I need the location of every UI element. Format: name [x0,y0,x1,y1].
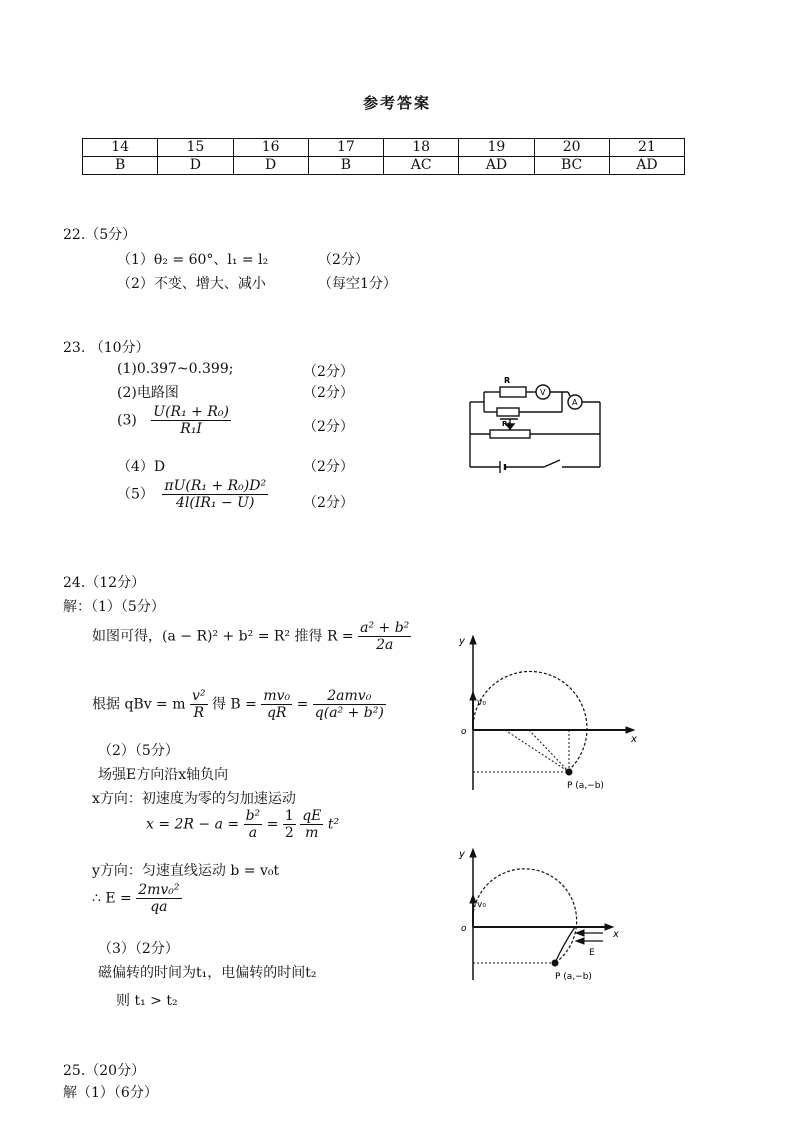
q25-header: 25.（20分） [63,1063,146,1079]
point-p-label: P (a,−b) [555,972,592,982]
answer-cell: D [233,157,308,175]
initial-velocity-label: v₀ [477,900,486,910]
fraction-denominator: R₁I [180,421,202,437]
question-number-cell: 18 [384,139,459,157]
magnetic-deflection-figure [455,630,645,805]
q24-eq4 [92,882,182,915]
fraction-numerator: 2mv₀² [138,882,180,898]
eq3-text: x = 2R − a = [146,816,244,833]
q22-header: 22.（5分） [63,227,137,243]
origin-label: o [461,727,467,737]
fraction-numerator: 2amv₀ [313,688,386,705]
page-title: 参考答案 [362,94,431,112]
q23-part4: （4）D [117,459,166,475]
answer-cell: AD [609,157,684,175]
fraction-numerator: πU(R₁ + R₀)D² [164,478,267,494]
answer-cell: D [158,157,233,175]
circuit-label-r1: R₁ [502,420,511,428]
eq4-text: ∴ E = [92,890,137,907]
q23-part5 [117,478,268,511]
electric-deflection-figure [455,845,645,985]
fraction-denominator: q(a² + b²) [314,705,384,721]
q25-solution-part1: 解（1）（6分） [63,1085,158,1101]
eq2-mid-text: 得 B = [211,696,262,713]
fraction-denominator: qa [150,899,168,915]
eq2-fraction-2 [261,688,292,721]
fraction-denominator: 2a [376,637,394,653]
question-number-cell: 16 [233,139,308,157]
q24-eq3 [146,808,339,841]
answer-cell: B [83,157,158,175]
ammeter-label: A [572,398,578,407]
fraction-numerator: mv₀ [263,688,291,704]
y-axis-label: y [459,636,465,647]
initial-velocity-label: v₀ [477,698,486,708]
answer-cell: AC [384,157,459,175]
fraction-numerator: qE [302,808,322,824]
q23-part3-score: （2分） [303,419,354,435]
q22-part1-score: （2分） [318,252,369,268]
question-number-cell: 17 [308,139,383,157]
eq2-fraction-1 [190,688,208,721]
eq4-fraction [136,882,181,915]
fraction-denominator: R [193,705,204,721]
question-number-cell: 14 [83,139,158,157]
field-e-label: E [589,948,595,958]
q23-part5-fraction [162,478,268,511]
eq3-fraction-1 [244,808,263,841]
q23-part3 [117,404,231,437]
x-axis-label: x [613,929,619,940]
q24-part3-header: （3）（2分） [98,941,179,957]
fraction-denominator: qR [266,705,287,721]
eq2-fraction-3 [313,688,386,721]
q23-part3-label: (3) [117,412,137,429]
q23-part1-score: （2分） [303,364,354,380]
fraction-numerator: a² + b² [360,620,410,636]
fraction-numerator: v² [191,688,206,704]
fraction-denominator: a [248,825,258,841]
q24-part2-header: （2）（5分） [98,743,179,759]
fraction-numerator: b² [245,808,261,824]
q24-part2-line3: y方向：匀速直线运动 b = v₀t [92,863,280,879]
eq1-fraction [358,620,411,653]
x-axis-label: x [631,734,637,745]
point-p-label: P (a,−b) [567,781,604,791]
q23-part2: (2)电路图 [117,385,179,401]
q24-part2-line1: 场强E方向沿x轴负向 [98,767,229,783]
fraction-denominator: 2 [284,825,294,841]
q24-eq1 [92,620,411,653]
q23-part4-score: （2分） [303,459,354,475]
q24-header: 24.（12分） [63,575,146,591]
question-number-cell: 20 [534,139,609,157]
fraction-numerator: 1 [284,808,294,824]
eq2-text: 根据 qBv = m [92,696,186,713]
q22-part2: （2）不变、增大、减小 [117,276,266,292]
answer-table-answers-row [83,157,685,175]
answer-cell: B [308,157,383,175]
fraction-denominator: 4l(IR₁ − U) [176,495,255,511]
q24-part3-line1: 磁偏转的时间为t₁，电偏转的时间t₂ [98,965,317,981]
q23-part2-score: （2分） [303,385,354,401]
question-number-cell: 19 [459,139,534,157]
circuit-label-r: R [504,376,511,385]
fraction-denominator: m [305,825,319,841]
eq2-equals: = [296,696,313,713]
eq3-tail: t² [327,816,340,833]
q22-part2-score: （每空1分） [318,276,397,292]
q22-part1: （1）θ₂ = 60°、l₁ = l₂ [117,252,269,268]
answer-cell: AD [459,157,534,175]
q24-part3-line2: 则 t₁ > t₂ [116,993,178,1009]
answer-table [82,138,685,175]
q23-header: 23. （10分） [63,340,150,356]
answer-table-numbers-row [83,139,685,157]
answer-cell: BC [534,157,609,175]
circuit-diagram [462,372,607,477]
question-number-cell: 21 [609,139,684,157]
question-number-cell: 15 [158,139,233,157]
eq3-fraction-3 [300,808,323,841]
q24-eq2 [92,688,386,721]
y-axis-label: y [459,849,465,860]
voltmeter-label: V [540,388,546,397]
q23-part5-label: （5） [117,486,154,503]
q23-part3-fraction [151,404,231,437]
origin-label: o [461,924,467,934]
eq3-equals: = [266,816,283,833]
q24-solution-part1: 解：（1）（5分） [63,599,165,615]
fraction-numerator: U(R₁ + R₀) [153,404,229,420]
eq3-fraction-2 [283,808,296,841]
q23-part5-score: （2分） [303,495,354,511]
eq1-text: 如图可得，(a − R)² + b² = R² 推得 R = [92,628,359,645]
q23-part1: (1)0.397~0.399; [117,361,234,377]
q24-part2-line2: x方向：初速度为零的匀加速运动 [92,791,296,807]
